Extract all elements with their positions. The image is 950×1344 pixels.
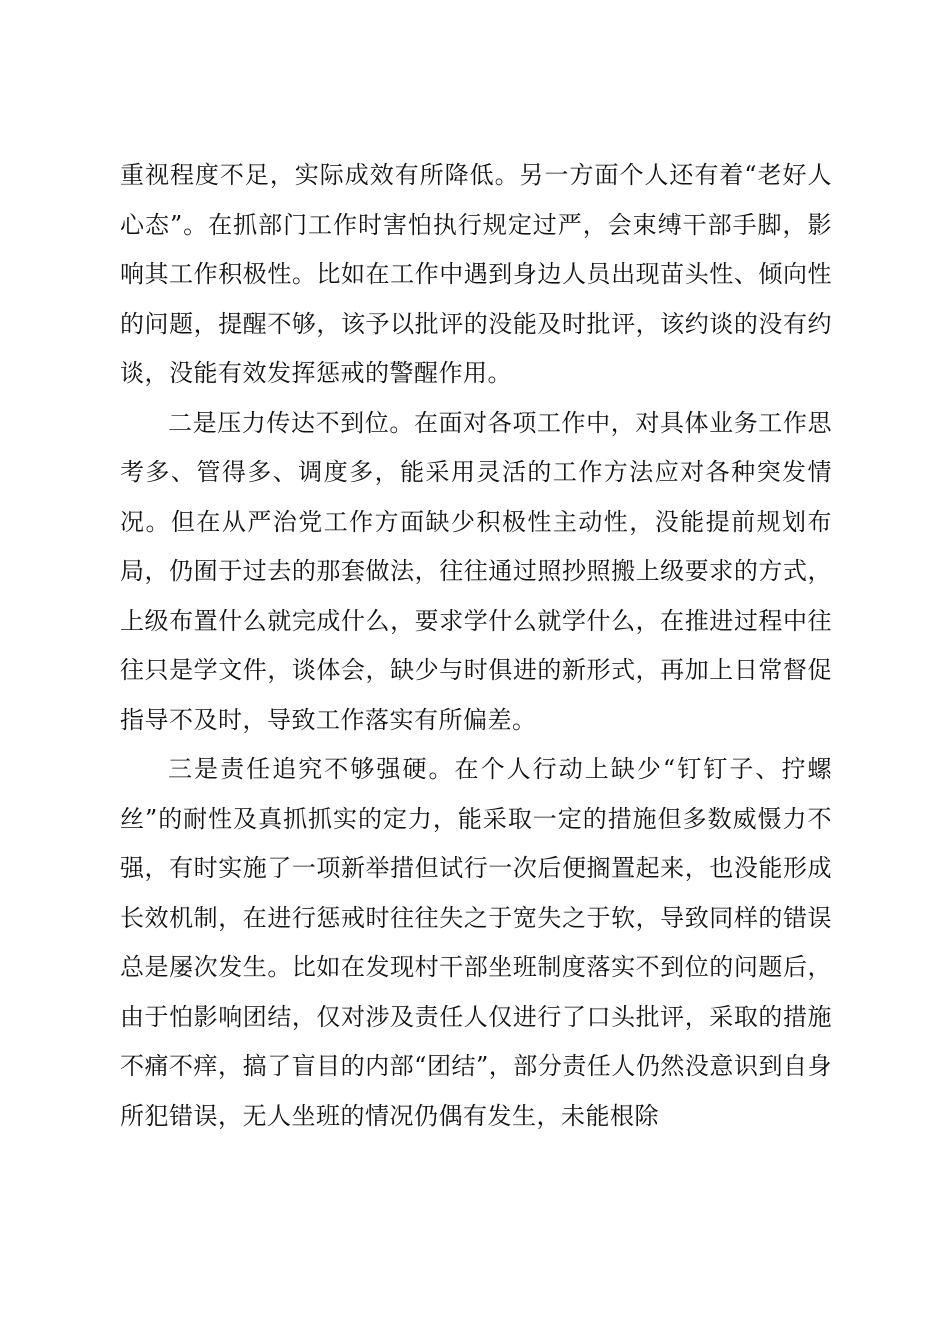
paragraph-continuation: 重视程度不足，实际成效有所降低。另一方面个人还有着“老好人心态”。在抓部门工作时害怕执行规定过严，会束缚干部手脚，影响其工作积极性。比如在工作中遇到身边人员出现苗头性、倾向性的问题，提醒不够，该予以批评的没能及时批评，该约谈的没有约谈，没能有效发挥惩戒的警醒作用。 (120, 161, 832, 387)
document-body (120, 151, 832, 1141)
paragraph-pressure-transmission: 二是压力传达不到位。在面对各项工作中，对具体业务工作思考多、管得多、调度多，能采用灵活的工作方法应对各种突发情况。但在从严治党工作方面缺少积极性主动性，没能提前规划布局，仍囿于过去的那套做法，往往通过照抄照搬上级要求的方式，上级布置什么就完成什么，要求学什么就学什么，在推进过程中往往只是学文件，谈体会，缺少与时俱进的新形式，再加上日常督促指导不及时，导致工作落实有所偏差。 (120, 408, 832, 734)
paragraph-accountability: 三是责任追究不够强硬。在个人行动上缺少“钉钉子、拧螺丝”的耐性及真抓抓实的定力，能采取一定的措施但多数威慑力不强，有时实施了一项新举措但试行一次后便搁置起来，也没能形成长效机制，在进行惩戒时往往失之于宽失之于软，导致同样的错误总是屡次发生。比如在发现村干部坐班制度落实不到位的问题后，由于怕影响团结，仅对涉及责任人仅进行了口头批评，采取的措施不痛不痒，搞了盲目的内部“团结”，部分责任人仍然没意识到自身所犯错误，无人坐班的情况仍偶有发生，未能根除 (120, 755, 832, 1130)
